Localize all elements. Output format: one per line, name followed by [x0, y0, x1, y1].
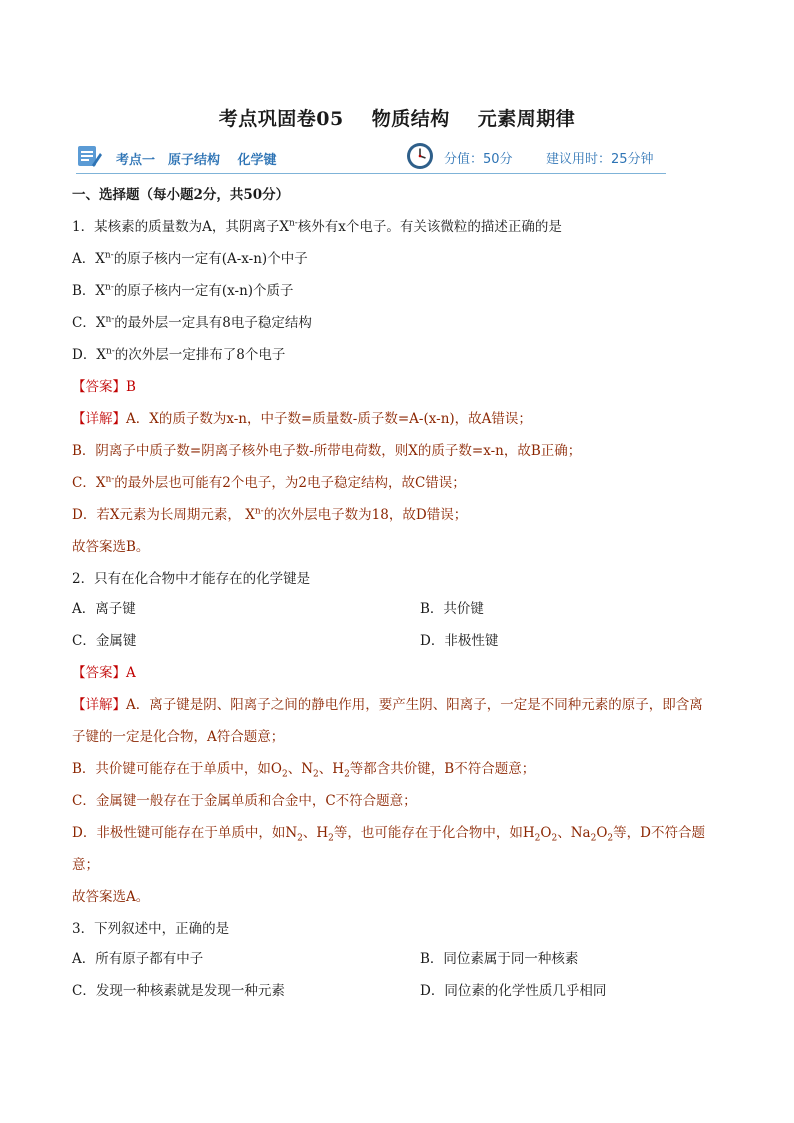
q3-option-a: A．所有原子都有中子 [72, 951, 204, 967]
q2-stem: 2．只有在化合物中才能存在的化学键是 [72, 571, 311, 587]
q1-option-b: B．$X^{n-}$的原子核内一定有(x-n)个质子 [72, 282, 294, 299]
q1-option-c: C．$X^{n-}$的最外层一定具有8电子稳定结构 [72, 314, 312, 331]
clock-icon [406, 142, 434, 170]
q2-option-a: A．离子键 [72, 601, 136, 617]
q2-options-row1 [72, 600, 484, 618]
q2-detail-3: C．金属键一般存在于金属单质和合金中，C不符合题意； [72, 793, 417, 809]
q1-conclusion: 故答案选B。 [72, 539, 150, 555]
q1-answer: 【答案】B [72, 379, 136, 395]
q3-options-row2 [72, 982, 607, 1000]
note-icon [76, 143, 102, 169]
title-part1: 考点巩固卷05 [218, 108, 344, 130]
q2-detail-4: D．非极性键可能存在于单质中，如$N_2$、$H_2$等，也可能存在于化合物中，如$H_2O_2$、$Na_2O_2$等，D不符合题 [72, 825, 705, 844]
q1-option-a: A．$X^{n-}$的原子核内一定有(A-x-n)个中子 [72, 250, 308, 267]
q2-options-row2 [72, 632, 499, 650]
q2-detail-1: 【详解】A．离子键是阴、阳离子之间的静电作用，要产生阴、阳离子，一定是不同种元素的原子，即含离 [72, 697, 703, 713]
page-title [0, 104, 794, 131]
q2-detail-4b: 意； [72, 857, 99, 873]
info-header [76, 140, 666, 174]
title-part3: 元素周期律 [477, 108, 576, 130]
q1-detail-4: D．若X元素为长周期元素， $X^{n-}$的次外层电子数为18，故D错误； [72, 506, 468, 523]
q2-option-b: B．共价键 [420, 601, 484, 617]
q2-conclusion: 故答案选A。 [72, 889, 150, 905]
q2-option-c: C．金属键 [72, 633, 137, 649]
q1-detail-3: C．$X^{n-}$的最外层也可能有2个电子，为2电子稳定结构，故C错误； [72, 474, 466, 491]
q2-answer: 【答案】A [72, 665, 136, 681]
point-label: 考点一 原子结构 化学键 [116, 153, 277, 168]
q1-stem: 1．某核素的质量数为A，其阴离子$X^{n-}$核外有x个电子。有关该微粒的描述正确的是 [72, 218, 562, 235]
q3-stem: 3．下列叙述中，正确的是 [72, 921, 230, 937]
q2-option-d: D．非极性键 [420, 633, 499, 649]
q2-detail-2: B．共价键可能存在于单质中，如$O_2$、$N_2$、$H_2$等都含共价键，B不符合题意； [72, 761, 536, 780]
time-label: 建议用时：25分钟 [546, 152, 654, 167]
score-label: 分值：50分 [444, 152, 513, 167]
q2-detail-1b: 子键的一定是化合物，A符合题意； [72, 729, 285, 745]
q3-option-b: B．同位素属于同一种核素 [420, 951, 579, 967]
section-heading: 一、选择题（每小题2分，共50分） [72, 187, 290, 203]
title-part2: 物质结构 [371, 108, 450, 130]
header-divider [76, 173, 666, 174]
q1-detail-2: B．阴离子中质子数=阴离子核外电子数-所带电荷数，则X的质子数=x-n，故B正确； [72, 443, 582, 459]
q3-option-c: C．发现一种核素就是发现一种元素 [72, 983, 285, 999]
q1-detail-1: 【详解】A．X的质子数为x-n，中子数=质量数-质子数=A-(x-n)，故A错误； [72, 411, 532, 427]
q1-option-d: D．$X^{n-}$的次外层一定排布了8个电子 [72, 346, 286, 363]
q3-options-row1 [72, 950, 579, 968]
q3-option-d: D．同位素的化学性质几乎相同 [420, 983, 607, 999]
